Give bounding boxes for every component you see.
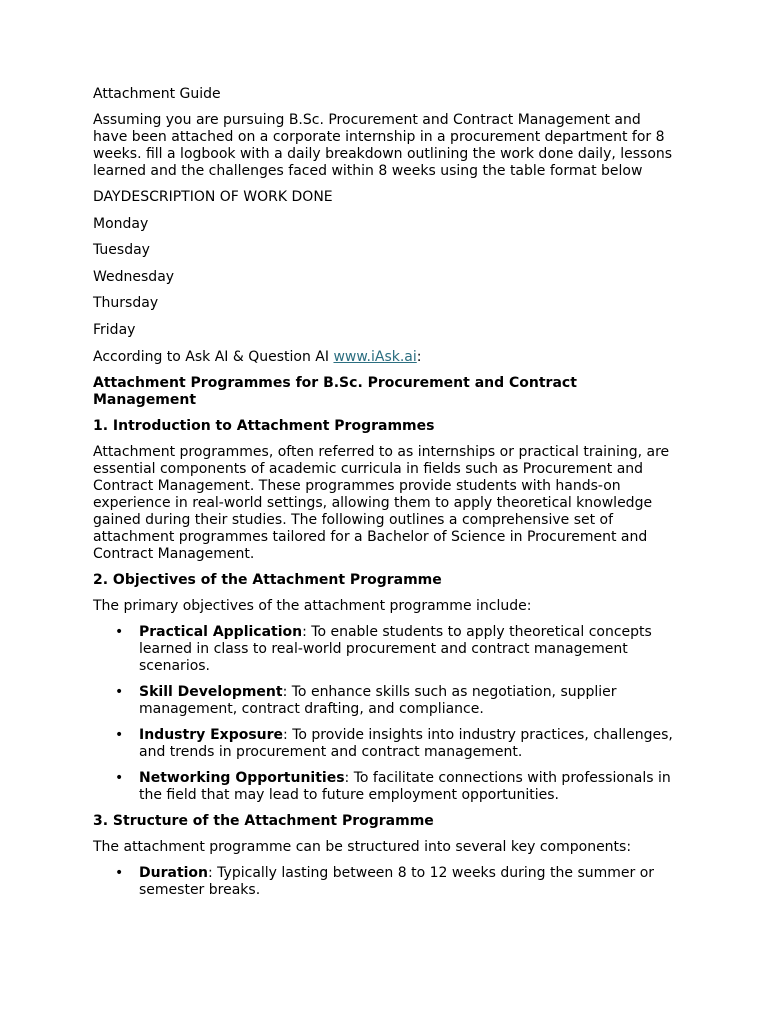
day-friday: Friday (93, 321, 136, 338)
section1-heading: 1. Introduction to Attachment Programmes (93, 418, 435, 435)
section3-lead: The attachment programme can be structured into several key components: (93, 839, 632, 856)
main-heading: Attachment Programmes for B.Sc. Procurement and Contract Management (93, 375, 577, 409)
section1-body: Attachment programmes, often referred to as internships or practical training, are essential components of academic curricula in fields such as Procurement and Contract Management. These programmes provide students with hands-on experience in real-world settings, allowing them to apply theoretical knowledge gained during their studies. The following outlines a comprehensive set of attachment programmes tailored for a Bachelor of Science in Procurement and Contract Management. (93, 444, 670, 563)
item-text: : To enable students to apply theoretical concepts learned in class to real-world procurement and contract management scenarios. (139, 624, 652, 675)
source-prefix: According to Ask AI & Question AI (93, 348, 334, 365)
document-page (93, 86, 675, 908)
section2-lead: The primary objectives of the attachment programme include: (93, 598, 532, 615)
list-item (139, 684, 675, 718)
list-item (139, 624, 675, 675)
item-text: : To enhance skills such as negotiation, supplier management, contract drafting, and compliance. (139, 684, 617, 718)
item-term: Practical Application (139, 624, 303, 641)
day-thursday: Thursday (93, 295, 159, 312)
day-monday: Monday (93, 215, 149, 232)
source-line (93, 349, 675, 366)
item-text: : To facilitate connections with professionals in the field that may lead to future employment opportunities. (139, 770, 671, 804)
list-item (139, 727, 675, 761)
item-text: : To provide insights into industry practices, challenges, and trends in procurement and contract management. (139, 727, 673, 761)
item-term: Networking Opportunities (139, 770, 345, 787)
source-link[interactable]: www.iAsk.ai (333, 348, 417, 365)
day-tuesday: Tuesday (93, 242, 150, 259)
list-item (139, 770, 675, 804)
item-term: Duration (139, 865, 209, 882)
item-text: : Typically lasting between 8 to 12 weeks during the summer or semester breaks. (139, 865, 655, 899)
objectives-list (93, 624, 675, 804)
doc-title: Attachment Guide (93, 86, 221, 102)
item-term: Industry Exposure (139, 727, 284, 744)
table-header: DAYDESCRIPTION OF WORK DONE (93, 189, 333, 205)
section3-heading: 3. Structure of the Attachment Programme (93, 813, 434, 830)
source-suffix: : (416, 348, 422, 365)
day-wednesday: Wednesday (93, 268, 175, 285)
list-item (139, 865, 675, 899)
item-term: Skill Development (139, 684, 283, 701)
structure-list (93, 865, 675, 899)
section2-heading: 2. Objectives of the Attachment Programme (93, 572, 442, 589)
intro-paragraph: Assuming you are pursuing B.Sc. Procurement and Contract Management and have been attached on a corporate internship in a procurement department for 8 weeks. fill a logbook with a daily breakdown outlining the work done daily, lessons learned and the challenges faced within 8 weeks using the table format below (93, 112, 673, 179)
